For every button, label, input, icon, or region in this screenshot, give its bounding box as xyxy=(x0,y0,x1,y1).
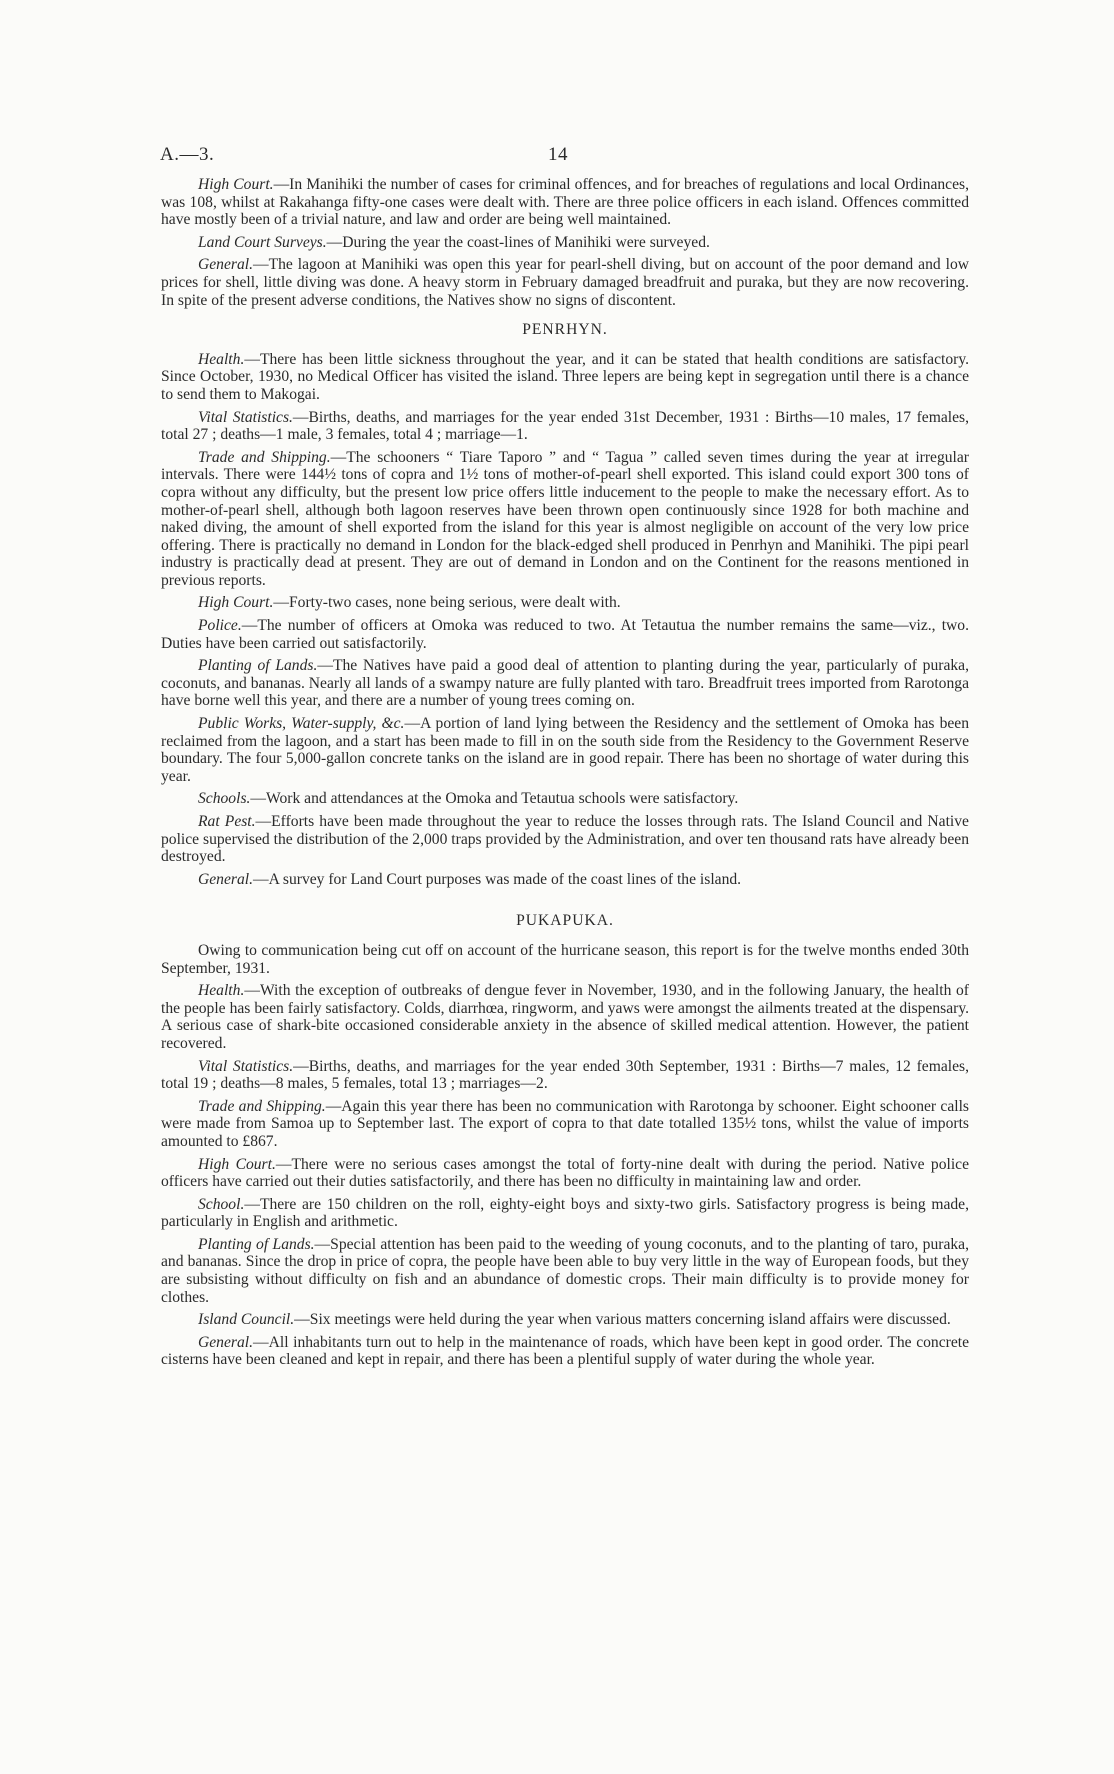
paragraph-pukapuka-planting xyxy=(161,1236,969,1306)
paragraph-manihiki-general xyxy=(161,256,969,309)
paragraph-pukapuka-intro: Owing to communication being cut off on account of the hurricane season, this report is for the twelve months ended 30th September, 1931. xyxy=(161,941,969,977)
paragraph-text: —The Natives have paid a good deal of attention to planting during the year, particularly of puraka, coconuts, and bananas. Nearly all lands of a swampy nature are fully planted with taro. Breadfruit trees imported from Rarotonga have borne well this year, and there are a number of young trees coming on. xyxy=(161,657,969,710)
paragraph-pukapuka-general xyxy=(161,1334,969,1369)
paragraph-text: —With the exception of outbreaks of dengue fever in November, 1930, and in the following January, the health of the people has been fairly satisfactory. Colds, diarrhœa, ringworm, and yaws were amongst the ailments treated at the dispensary. A serious case of shark-bite occasioned considerable anxiety in the absence of skilled medical attention. However, the patient recovered. xyxy=(161,982,969,1052)
paragraph-text: —A portion of land lying between the Residency and the settlement of Omoka has been reclaimed from the lagoon, and a start has been made to fill in on the south side from the Residency to the Government Reserve boundary. The four 5,000-gallon concrete tanks on the island are in good repair. There has been no shortage of water during this year. xyxy=(161,715,969,785)
paragraph-penrhyn-health xyxy=(161,351,969,404)
paragraph-heading: General. xyxy=(198,256,253,274)
paragraph-text: —Births, deaths, and marriages for the year ended 31st December, 1931 : Births—10 males, 17 females, total 27 ; deaths—1 male, 3 females, total 4 ; marriage—1. xyxy=(161,408,969,444)
paragraph-text: —Births, deaths, and marriages for the year ended 30th September, 1931 : Births—7 males, 12 females, total 19 ; deaths—8 males, 5 females, total 13 ; marriages—2. xyxy=(161,1057,969,1093)
paragraph-heading: Land Court Surveys. xyxy=(198,233,327,251)
paragraph-heading: Police. xyxy=(198,617,242,635)
paragraph-pukapuka-high-court xyxy=(161,1156,969,1191)
paragraph-penrhyn-general xyxy=(161,871,969,889)
paragraph-heading: Vital Statistics. xyxy=(198,408,293,426)
paragraph-heading: General. xyxy=(198,1333,253,1351)
page-number: 14 xyxy=(548,144,568,165)
paragraph-heading: Public Works, Water-supply, &c. xyxy=(198,715,405,733)
paragraph-text: —Six meetings were held during the year when various matters concerning island affairs were discussed. xyxy=(294,1311,951,1329)
paragraph-heading: High Court. xyxy=(198,1155,276,1173)
paragraph-heading: Health. xyxy=(198,982,245,1000)
paragraph-text: —There has been little sickness throughout the year, and it can be stated that health conditions are satisfactory. Since October, 1930, no Medical Officer has visited the island. Three lepers are being kept in segregation until there is a chance to send them to Makogai. xyxy=(161,350,969,403)
paragraph-penrhyn-planting xyxy=(161,657,969,710)
paragraph-text: —Efforts have been made throughout the year to reduce the losses through rats. The Island Council and Native police supervised the distribution of the 2,000 traps provided by the Administration, and over ten thousand rats have already been destroyed. xyxy=(161,813,969,866)
paragraph-heading: Schools. xyxy=(198,790,251,808)
paragraph-heading: Planting of Lands. xyxy=(198,657,318,675)
paragraph-heading: Island Council. xyxy=(198,1311,295,1329)
paragraph-penrhyn-vital-statistics xyxy=(161,409,969,444)
paragraph-heading: Trade and Shipping. xyxy=(198,1097,326,1115)
manihiki-section xyxy=(161,176,969,309)
page-content xyxy=(161,176,969,1374)
paragraph-text: —The schooners “ Tiare Taporo ” and “ Tagua ” called seven times during the year at irregular intervals. There were 144½ tons of copra and 1½ tons of mother-of-pearl shell exported. This island could export 300 tons of copra without any difficulty, but the present low price offers little inducement to the people to make the necessary effort. As to mother-of-pearl shell, although both lagoon reserves have been thrown open continuously since 1928 for both machine and naked diving, the amount of shell exported from the island for this year is almost negligible on account of the very low price offering. There is practically no demand in London for the black-edged shell produced in Penrhyn and Manihiki. The pipi pearl industry is practically dead at present. They are out of demand in London and on the Continent for the reasons mentioned in previous reports. xyxy=(161,448,969,589)
paragraph-manihiki-land-court-surveys xyxy=(161,234,969,252)
paragraph-penrhyn-trade-shipping xyxy=(161,449,969,590)
pukapuka-section xyxy=(161,912,969,1369)
paragraph-heading: Health. xyxy=(198,350,245,368)
section-title-pukapuka: PUKAPUKA. xyxy=(516,912,614,930)
penrhyn-section xyxy=(161,321,969,888)
paragraph-heading: High Court. xyxy=(198,594,274,612)
paragraph-penrhyn-schools xyxy=(161,790,969,808)
paragraph-heading: Planting of Lands. xyxy=(198,1235,315,1253)
paragraph-pukapuka-health xyxy=(161,982,969,1052)
paragraph-manihiki-high-court xyxy=(161,176,969,229)
paragraph-text: —A survey for Land Court purposes was made of the coast lines of the island. xyxy=(253,870,742,888)
paragraph-penrhyn-rat-pest xyxy=(161,813,969,866)
paragraph-text: —Again this year there has been no communication with Rarotonga by schooner. Eight schooner calls were made from Samoa up to September last. The export of copra to that date totalled 135½ tons, whilst the value of imports amounted to £867. xyxy=(161,1097,969,1150)
paragraph-penrhyn-public-works xyxy=(161,715,969,785)
paragraph-penrhyn-police xyxy=(161,617,969,652)
paragraph-penrhyn-high-court xyxy=(161,594,969,612)
paragraph-pukapuka-school xyxy=(161,1196,969,1231)
document-reference: A.—3. xyxy=(160,144,215,165)
paragraph-text: —There are 150 children on the roll, eighty-eight boys and sixty-two girls. Satisfactory progress is being made, particularly in English and arithmetic. xyxy=(161,1195,969,1231)
paragraph-pukapuka-vital-statistics xyxy=(161,1058,969,1093)
paragraph-text: —During the year the coast-lines of Manihiki were surveyed. xyxy=(326,233,710,251)
paragraph-heading: General. xyxy=(198,870,253,888)
paragraph-heading: Rat Pest. xyxy=(198,813,256,830)
paragraph-heading: High Court. xyxy=(198,176,274,193)
paragraph-pukapuka-island-council xyxy=(161,1311,969,1329)
paragraph-pukapuka-trade-shipping xyxy=(161,1098,969,1151)
paragraph-text: —The lagoon at Manihiki was open this year for pearl-shell diving, but on account of the poor demand and low prices for shell, little diving was done. A heavy storm in February damaged breadfruit and puraka, but they are now recovering. In spite of the present adverse conditions, the Natives show no signs of discontent. xyxy=(161,256,969,309)
paragraph-heading: School. xyxy=(198,1195,245,1213)
paragraph-text: —There were no serious cases amongst the total of forty-nine dealt with during the period. Native police officers have carried out their duties satisfactorily, and there has been no difficulty in maintaining law and order. xyxy=(161,1155,970,1191)
paragraph-text: —Forty-two cases, none being serious, were dealt with. xyxy=(273,594,621,612)
paragraph-heading: Vital Statistics. xyxy=(198,1057,294,1075)
paragraph-text: —In Manihiki the number of cases for criminal offences, and for breaches of regulations and local Ordinances, was 108, whilst at Rakahanga fifty-one cases were dealt with. There are three police officers in each island. Offences committed have mostly been of a trivial nature, and law and order are being well maintained. xyxy=(161,176,969,229)
paragraph-text: —Work and attendances at the Omoka and Tetautua schools were satisfactory. xyxy=(250,790,739,808)
paragraph-text: —All inhabitants turn out to help in the maintenance of roads, which have been kept in good order. The concrete cisterns have been cleaned and kept in repair, and there has been a plentiful supply of water during the whole year. xyxy=(161,1333,969,1369)
paragraph-text: —The number of officers at Omoka was reduced to two. At Tetautua the number remains the same—viz., two. Duties have been carried out satisfactorily. xyxy=(161,617,969,652)
paragraph-heading: Trade and Shipping. xyxy=(198,448,331,466)
section-title-penrhyn: PENRHYN. xyxy=(522,321,608,339)
paragraph-text: —Special attention has been paid to the weeding of young coconuts, and to the planting of taro, puraka, and bananas. Since the drop in price of copra, the people have been able to buy very little in the way of European foods, but they are subsisting without difficulty on fish and an abundance of domestic crops. Their main difficulty is to provide money for clothes. xyxy=(161,1235,969,1306)
